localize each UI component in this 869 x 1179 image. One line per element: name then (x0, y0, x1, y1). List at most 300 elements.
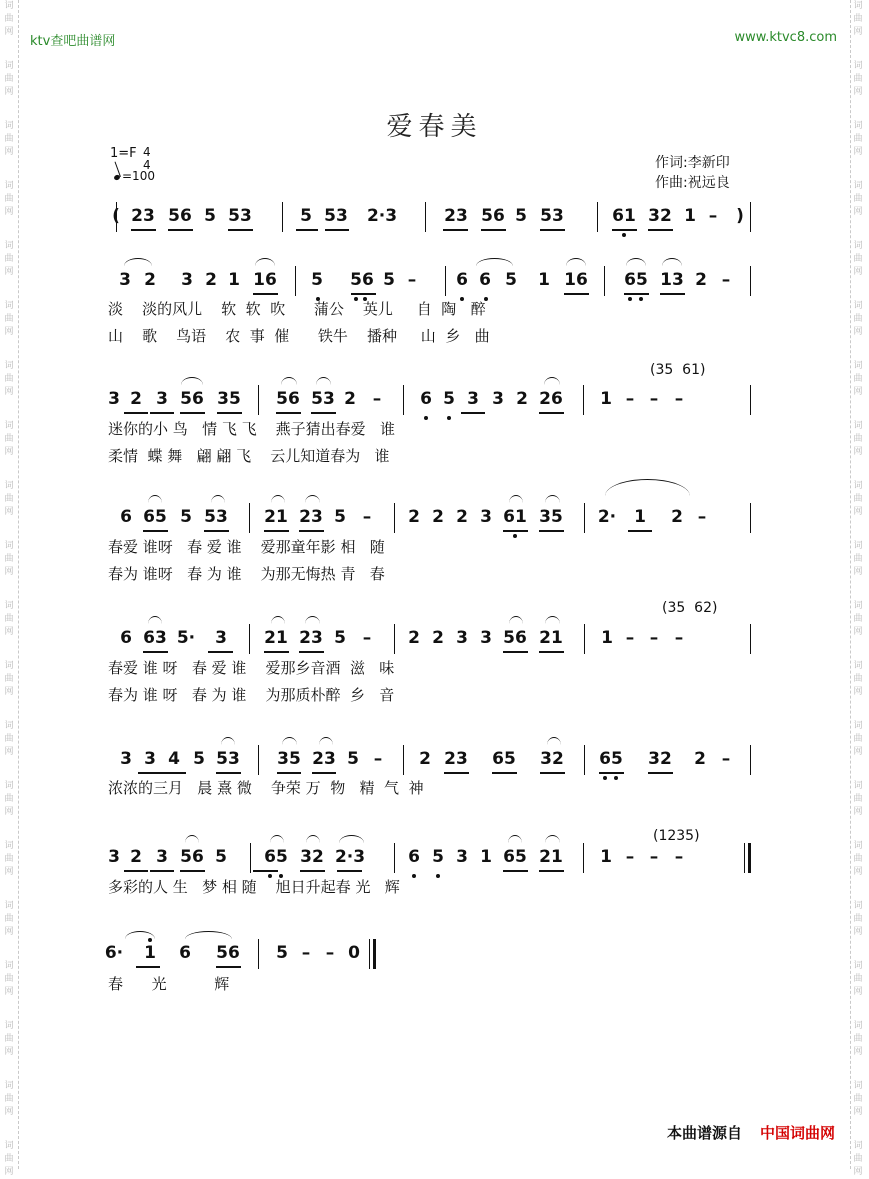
watermark-char: 曲 (853, 614, 863, 624)
slur-arc (509, 616, 523, 624)
watermark-char: 曲 (853, 434, 863, 444)
watermark-char: 网 (853, 687, 863, 697)
watermark-char: 曲 (853, 1094, 863, 1104)
watermark-char: 词 (853, 601, 863, 611)
beam-underline (540, 229, 565, 231)
watermark-char: 曲 (4, 734, 14, 744)
beam-underline (168, 229, 193, 231)
jianpu-note: 3 (480, 628, 492, 648)
beam-underline (648, 229, 673, 231)
watermark-char: 网 (853, 27, 863, 37)
watermark-char: 网 (853, 627, 863, 637)
jianpu-note: 35 (277, 749, 301, 769)
jianpu-note: 2· (597, 507, 617, 527)
bar-line (250, 843, 251, 873)
jianpu-note: 65 (503, 847, 527, 867)
watermark-r (851, 0, 865, 39)
watermark-char: 曲 (853, 314, 863, 324)
jianpu-note: 2 (432, 507, 444, 527)
final-bar-line (373, 939, 376, 969)
source-site-label: ktv查吧曲谱网 (30, 34, 116, 49)
jianpu-note: 5 (334, 628, 346, 648)
watermark-l (2, 840, 16, 879)
watermark-char: 曲 (4, 434, 14, 444)
jianpu-note: 1 (600, 847, 612, 867)
bar-line (403, 745, 404, 775)
watermark-char: 曲 (4, 494, 14, 504)
jianpu-note: – (649, 847, 659, 867)
jianpu-note: 23 (312, 749, 336, 769)
watermark-char: 词 (853, 61, 863, 71)
watermark-char: 词 (853, 1, 863, 11)
jianpu-note: 1 (480, 847, 492, 867)
slur-arc (306, 835, 320, 843)
watermark-char: 曲 (853, 194, 863, 204)
watermark-r (851, 1020, 865, 1059)
jianpu-note: 2 (671, 507, 683, 527)
jianpu-note: 16 (564, 270, 588, 290)
beam-underline (264, 530, 289, 532)
lyrics-verse-1: 浓浓的三月 晨 熹 微 争荣 万 物 精 气 神 (108, 779, 424, 797)
watermark-l (2, 540, 16, 579)
watermark-char: 网 (853, 447, 863, 457)
tempo-value: =100 (122, 169, 155, 183)
jianpu-note: 3 (144, 749, 156, 769)
jianpu-note: – (649, 628, 659, 648)
watermark-char: 网 (4, 1047, 14, 1057)
bar-line (295, 266, 296, 296)
beam-underline (204, 530, 229, 532)
composer: 作曲:祝远良 (655, 175, 730, 191)
jianpu-note: 2 (408, 507, 420, 527)
jianpu-note: 53 (216, 749, 240, 769)
watermark-char: 词 (4, 1141, 14, 1151)
watermark-l (2, 780, 16, 819)
watermark-char: 网 (853, 267, 863, 277)
jianpu-note: – (625, 389, 635, 409)
jianpu-note: 23 (444, 206, 468, 226)
slur-arc (509, 495, 523, 503)
jianpu-note: 3 (108, 389, 120, 409)
watermark-char: 词 (853, 1021, 863, 1031)
jianpu-note: – (708, 206, 718, 226)
jianpu-note: 3 (119, 270, 131, 290)
jianpu-note: 3 (456, 847, 468, 867)
beam-underline (300, 870, 325, 872)
bar-line (394, 503, 395, 533)
jianpu-note: 5 (311, 270, 323, 290)
watermark-char: 曲 (4, 1034, 14, 1044)
beam-underline (312, 772, 336, 774)
watermark-r (851, 960, 865, 999)
low-octave-dot (424, 416, 428, 420)
watermark-char: 网 (4, 1107, 14, 1117)
watermark-char: 网 (4, 147, 14, 157)
watermark-char: 词 (853, 421, 863, 431)
jianpu-note: 23 (131, 206, 155, 226)
jianpu-note: 56 (503, 628, 527, 648)
jianpu-note: 5 (383, 270, 395, 290)
jianpu-note: ) (736, 206, 744, 226)
watermark-char: 词 (4, 301, 14, 311)
slur-arc (605, 479, 690, 496)
beam-underline (138, 772, 162, 774)
jianpu-note: – (697, 507, 707, 527)
beam-underline (443, 229, 468, 231)
beam-underline (217, 412, 242, 414)
watermark-char: 词 (4, 841, 14, 851)
bar-line (116, 202, 117, 232)
beam-underline (660, 293, 685, 295)
watermark-char: 曲 (853, 14, 863, 24)
beam-underline (628, 530, 652, 532)
bar-line (258, 745, 259, 775)
beam-underline (296, 229, 318, 231)
jianpu-note: 21 (264, 507, 288, 527)
watermark-char: 曲 (4, 614, 14, 624)
slur-arc (545, 616, 560, 624)
watermark-l (2, 360, 16, 399)
lyricist: 作词:李新印 (655, 155, 730, 171)
bar-line (583, 843, 584, 873)
jianpu-note: 65 (264, 847, 288, 867)
jianpu-note: 53 (324, 206, 348, 226)
watermark-char: 词 (853, 541, 863, 551)
beam-underline (228, 229, 253, 231)
watermark-l (2, 480, 16, 519)
bar-line (750, 266, 751, 296)
credits (655, 153, 730, 193)
jianpu-note: 32 (648, 749, 672, 769)
watermark-char: 曲 (853, 494, 863, 504)
jianpu-note: 6 (408, 847, 420, 867)
time-signature-top: 4 (143, 145, 151, 159)
watermark-r (851, 660, 865, 699)
slur-arc (148, 495, 162, 503)
beam-underline (539, 651, 564, 653)
bar-line (394, 843, 395, 873)
watermark-char: 词 (4, 661, 14, 671)
beam-underline (540, 772, 565, 774)
jianpu-note: 56 (276, 389, 300, 409)
beam-underline (208, 651, 233, 653)
jianpu-note: 5 (505, 270, 517, 290)
jianpu-note: – (674, 628, 684, 648)
bar-line (584, 745, 585, 775)
jianpu-note: 5 (215, 847, 227, 867)
jianpu-note: 56 (481, 206, 505, 226)
watermark-char: 词 (4, 421, 14, 431)
low-octave-dot (622, 233, 626, 237)
watermark-l (2, 1020, 16, 1059)
jianpu-note: 6 (479, 270, 491, 290)
watermark-char: 曲 (853, 1034, 863, 1044)
watermark-l (2, 420, 16, 459)
jianpu-note: 2 (432, 628, 444, 648)
jianpu-note: 2 (205, 270, 217, 290)
low-octave-dot (628, 297, 632, 301)
watermark-l (2, 0, 16, 39)
watermark-char: 曲 (853, 1154, 863, 1164)
watermark-char: 词 (853, 361, 863, 371)
beam-underline (150, 870, 174, 872)
watermark-char: 网 (4, 327, 14, 337)
bar-line (750, 503, 751, 533)
watermark-char: 词 (4, 361, 14, 371)
watermark-char: 曲 (853, 674, 863, 684)
low-octave-dot (513, 534, 517, 538)
beam-underline (180, 412, 205, 414)
watermark-r (851, 480, 865, 519)
slur-arc (547, 737, 561, 745)
slur-arc (124, 258, 152, 266)
jianpu-note: 56 (350, 270, 374, 290)
watermark-char: 网 (853, 387, 863, 397)
lyrics-verse-1: 多彩的人 生 梦 相 随 旭日升起春 光 辉 (108, 878, 400, 896)
watermark-char: 词 (4, 901, 14, 911)
beam-underline (503, 651, 528, 653)
jianpu-note: – (625, 628, 635, 648)
slur-arc (566, 258, 586, 266)
watermark-l (2, 720, 16, 759)
beam-underline (150, 412, 174, 414)
low-octave-dot (603, 776, 607, 780)
jianpu-note: 3 (492, 389, 504, 409)
jianpu-note: 2 (144, 270, 156, 290)
lyrics-verse-2: 山 歌 鸟语 农 事 催 铁牛 播种 山 乡 曲 (108, 327, 490, 345)
jianpu-note: 13 (660, 270, 684, 290)
jianpu-note: 3 (456, 628, 468, 648)
jianpu-note: 5 (347, 749, 359, 769)
watermark-r (851, 540, 865, 579)
beam-underline (539, 530, 564, 532)
watermark-char: 网 (4, 987, 14, 997)
watermark-char: 网 (853, 1167, 863, 1177)
slur-arc (339, 835, 364, 843)
beam-underline (143, 651, 168, 653)
bar-line (750, 745, 751, 775)
watermark-char: 网 (4, 567, 14, 577)
watermark-char: 网 (853, 507, 863, 517)
watermark-char: 网 (4, 447, 14, 457)
watermark-char: 曲 (4, 914, 14, 924)
slur-arc (281, 377, 297, 385)
footer-source (667, 1122, 835, 1143)
lyrics-verse-2: 春为 谁呀 春 为 谁 为那无悔热 青 春 (108, 565, 385, 583)
watermark-char: 曲 (853, 854, 863, 864)
watermark-char: 词 (4, 961, 14, 971)
slur-arc (508, 835, 522, 843)
jianpu-note: 56 (168, 206, 192, 226)
beam-underline (599, 772, 624, 774)
beam-underline (311, 412, 336, 414)
jianpu-note: 1 (538, 270, 550, 290)
beam-underline (143, 530, 168, 532)
watermark-char: 网 (853, 207, 863, 217)
low-octave-dot (447, 416, 451, 420)
watermark-l (2, 900, 16, 939)
bar-line (445, 266, 446, 296)
bar-line (425, 202, 426, 232)
jianpu-note: – (301, 943, 311, 963)
jianpu-note: 32 (300, 847, 324, 867)
jianpu-note: 65 (624, 270, 648, 290)
watermark-char: 词 (853, 841, 863, 851)
watermark-char: 网 (4, 87, 14, 97)
jianpu-note: 65 (143, 507, 167, 527)
watermark-char: 词 (4, 1021, 14, 1031)
bar-line (394, 624, 395, 654)
jianpu-note: 2 (130, 847, 142, 867)
watermark-char: 曲 (853, 794, 863, 804)
watermark-char: 网 (4, 1167, 14, 1177)
jianpu-note: 6 (120, 628, 132, 648)
watermark-char: 网 (853, 327, 863, 337)
slur-arc (271, 495, 285, 503)
watermark-char: 词 (853, 721, 863, 731)
jianpu-note: 1 (228, 270, 240, 290)
watermark-char: 网 (853, 987, 863, 997)
slur-arc (305, 616, 320, 624)
bar-line (750, 624, 751, 654)
slur-arc (544, 377, 560, 385)
beam-underline (503, 870, 528, 872)
jianpu-note: 5 (515, 206, 527, 226)
jianpu-note: 3 (215, 628, 227, 648)
slur-arc (545, 835, 560, 843)
watermark-char: 网 (4, 507, 14, 517)
bar-line (258, 939, 259, 969)
jianpu-note: 6 (120, 507, 132, 527)
watermark-char: 曲 (4, 194, 14, 204)
jianpu-note: 3 (156, 847, 168, 867)
slur-arc (476, 258, 513, 266)
jianpu-note: 61 (612, 206, 636, 226)
jianpu-note: 5 (276, 943, 288, 963)
slur-arc (545, 495, 560, 503)
slur-arc (316, 377, 331, 385)
beam-underline (503, 530, 528, 532)
watermark-char: 曲 (4, 674, 14, 684)
jianpu-note: 2 (344, 389, 356, 409)
watermark-r (851, 1080, 865, 1119)
watermark-char: 曲 (4, 1094, 14, 1104)
jianpu-note: – (721, 749, 731, 769)
jianpu-note: 21 (539, 628, 563, 648)
jianpu-note: 5 (334, 507, 346, 527)
slur-arc (221, 737, 235, 745)
watermark-char: 词 (853, 121, 863, 131)
watermark-char: 词 (4, 121, 14, 131)
watermark-char: 词 (853, 301, 863, 311)
beam-underline (351, 293, 376, 295)
jianpu-note: 5 (443, 389, 455, 409)
beam-underline (337, 870, 362, 872)
low-octave-dot (614, 776, 618, 780)
slur-arc (185, 931, 232, 939)
jianpu-note: 16 (253, 270, 277, 290)
jianpu-note: 1 (601, 628, 613, 648)
beam-underline (124, 870, 148, 872)
slur-arc (626, 258, 646, 266)
watermark-char: 曲 (4, 254, 14, 264)
watermark-char: 词 (853, 1141, 863, 1151)
jianpu-note: 3 (120, 749, 132, 769)
beam-underline (444, 772, 469, 774)
jianpu-note: 2·3 (366, 206, 398, 226)
watermark-char: 曲 (853, 254, 863, 264)
jianpu-note: 1 (600, 389, 612, 409)
jianpu-note: 56 (180, 847, 204, 867)
lyrics-verse-1: 迷你的小 鸟 情 飞 飞 燕子猜出春爱 谁 (108, 420, 395, 438)
bar-line (403, 385, 404, 415)
bar-line (597, 202, 598, 232)
watermark-char: 词 (4, 181, 14, 191)
watermark-r (851, 600, 865, 639)
slur-arc (148, 616, 162, 624)
watermark-char: 曲 (853, 554, 863, 564)
slur-arc (255, 258, 275, 266)
jianpu-note: 65 (492, 749, 516, 769)
beam-underline (180, 870, 205, 872)
beam-underline (325, 229, 349, 231)
beam-underline (216, 966, 241, 968)
lyrics-verse-2: 春为 谁 呀 春 为 谁 为那质朴醉 乡 音 (108, 686, 395, 704)
beam-underline (162, 772, 186, 774)
watermark-l (2, 240, 16, 279)
lyrics-verse-1: 春 光 辉 (108, 975, 230, 993)
jianpu-note: 5 (193, 749, 205, 769)
watermark-char: 词 (853, 1081, 863, 1091)
watermark-char: 网 (4, 807, 14, 817)
watermark-char: 曲 (853, 374, 863, 384)
jianpu-note: – (362, 628, 372, 648)
song-title: 爱春美 (386, 112, 483, 142)
jianpu-note: 2 (456, 507, 468, 527)
jianpu-note: 6 (179, 943, 191, 963)
jianpu-note: – (362, 507, 372, 527)
beam-underline (461, 412, 485, 414)
jianpu-note: 53 (228, 206, 252, 226)
watermark-char: 网 (4, 27, 14, 37)
slur-arc (270, 835, 284, 843)
jianpu-note: 0 (348, 943, 360, 963)
watermark-l (2, 960, 16, 999)
bar-line (282, 202, 283, 232)
beam-underline (648, 772, 673, 774)
watermark-r (851, 720, 865, 759)
watermark-r (851, 420, 865, 459)
jianpu-note: 2 (419, 749, 431, 769)
jianpu-note: 4 (168, 749, 180, 769)
jianpu-note: 35 (539, 507, 563, 527)
watermark-char: 曲 (4, 74, 14, 84)
watermark-char: 词 (853, 661, 863, 671)
watermark-char: 网 (4, 267, 14, 277)
jianpu-note: 5 (300, 206, 312, 226)
watermark-char: 网 (4, 627, 14, 637)
watermark-char: 词 (853, 241, 863, 251)
beam-underline (539, 870, 564, 872)
beam-underline (264, 651, 289, 653)
watermark-r (851, 60, 865, 99)
beam-underline (539, 412, 564, 414)
jianpu-note: 6 (456, 270, 468, 290)
jianpu-note: 2 (516, 389, 528, 409)
jianpu-note: 56 (216, 943, 240, 963)
watermark-char: 曲 (853, 134, 863, 144)
jianpu-note: 21 (539, 847, 563, 867)
